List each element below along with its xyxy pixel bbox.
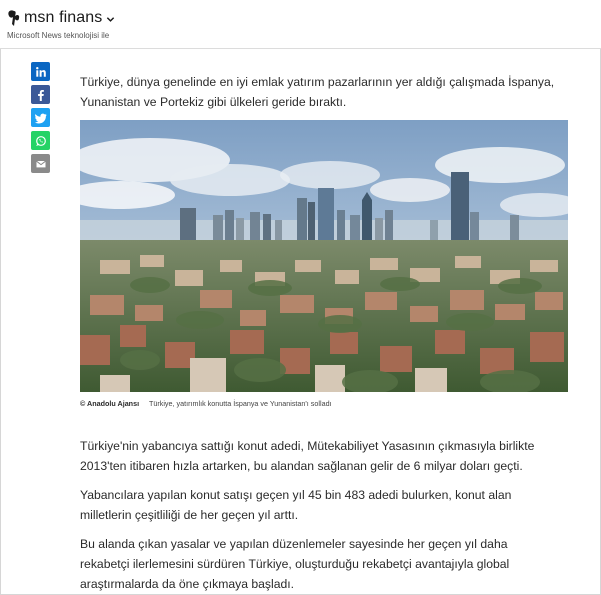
- share-twitter-button[interactable]: [31, 108, 50, 127]
- email-icon: [35, 158, 47, 170]
- msn-butterfly-icon: [7, 9, 21, 27]
- photo-credit: © Anadolu Ajansı: [80, 399, 140, 408]
- article-lead: Türkiye, dünya genelinde en iyi emlak yatırım pazarlarının yer aldığı çalışmada İspanya, Yunanistan ve Portekiz gibi ülkeleri geride bıraktı.: [80, 75, 555, 109]
- brand-name: msn finans: [24, 9, 103, 26]
- facebook-icon: [35, 89, 47, 101]
- share-whatsapp-button[interactable]: [31, 131, 50, 150]
- site-header: [0, 0, 601, 49]
- article-photo[interactable]: [80, 120, 568, 392]
- share-email-button[interactable]: [31, 154, 50, 173]
- chevron-down-icon: [106, 15, 115, 24]
- brand-menu[interactable]: [7, 9, 115, 27]
- photo-caption: [80, 399, 570, 408]
- linkedin-icon: [35, 66, 47, 78]
- photo-caption-text: Türkiye, yatırımlık konutta İspanya ve Yunanistan'ı solladı: [148, 399, 332, 408]
- share-bar: [31, 62, 50, 173]
- article-paragraph: Bu alanda çıkan yasalar ve yapılan düzenlemeler sayesinde her geçen yıl daha rekabetçi ilerlemesini sürdüren Türkiye, oluşturduğu rekabetçi avantajıyla global araştırmalarda da öne çıkmaya başladı.: [80, 537, 510, 591]
- share-facebook-button[interactable]: [31, 85, 50, 104]
- article-paragraph: Yabancılara yapılan konut satışı geçen yıl 45 bin 483 adedi bulurken, konut alan milletlerin çeşitliliği de her geçen yıl arttı.: [80, 488, 512, 522]
- share-linkedin-button[interactable]: [31, 62, 50, 81]
- whatsapp-icon: [35, 135, 47, 147]
- header-subtitle: Microsoft News teknolojisi ile: [7, 31, 110, 40]
- article-paragraph: Türkiye'nin yabancıya sattığı konut adedi, Mütekabiliyet Yasasının çıkmasıyla birlikte 2013'ten itibaren hızla artarken, bu alandan sağlanan gelir de 6 milyar doları geçti.: [80, 439, 535, 473]
- twitter-icon: [35, 112, 47, 124]
- istanbul-skyline-image: [80, 120, 568, 392]
